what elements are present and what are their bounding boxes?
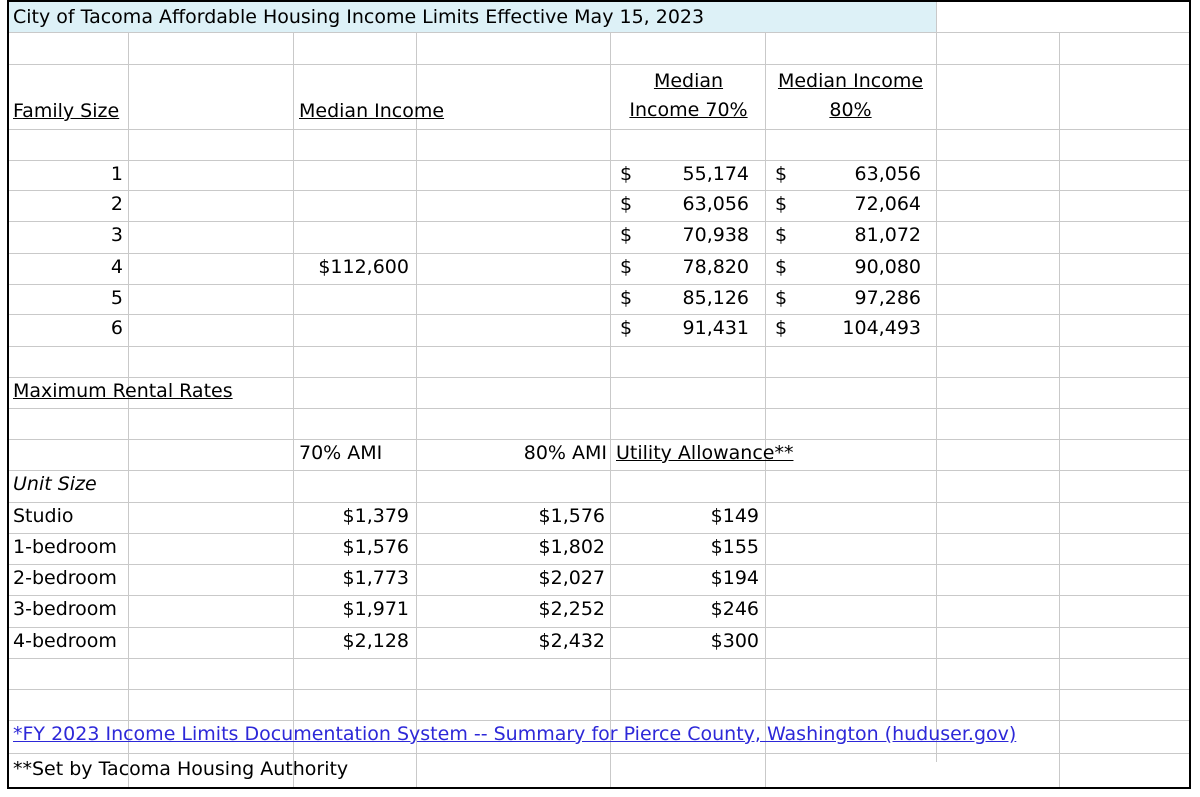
ami70-cell[interactable]: $2,128: [342, 630, 409, 652]
ami80-cell[interactable]: $1,576: [538, 505, 605, 527]
currency-symbol-80[interactable]: $: [775, 287, 788, 309]
gridline-horizontal: [9, 253, 1189, 254]
currency-symbol-70[interactable]: $: [620, 193, 633, 215]
currency-symbol-70[interactable]: $: [620, 317, 633, 339]
ami80-cell[interactable]: $1,802: [538, 536, 605, 558]
utility-cell[interactable]: $149: [710, 505, 759, 527]
gridline-horizontal: [9, 595, 1189, 596]
utility-cell[interactable]: $155: [710, 536, 759, 558]
label-unit-size[interactable]: Unit Size: [13, 473, 97, 495]
unit-size-cell[interactable]: 4-bedroom: [13, 630, 117, 652]
gridline-horizontal: [9, 314, 1189, 315]
currency-symbol-70[interactable]: $: [620, 163, 633, 185]
gridline-horizontal: [9, 408, 1189, 409]
header-median-income[interactable]: Median Income: [299, 100, 445, 122]
utility-cell[interactable]: $300: [710, 630, 759, 652]
footnote-tha[interactable]: **Set by Tacoma Housing Authority: [13, 758, 349, 780]
gridline-horizontal: [9, 160, 1189, 161]
family-size-cell[interactable]: 1: [110, 163, 123, 185]
ami70-cell[interactable]: $1,971: [342, 598, 409, 620]
unit-size-cell[interactable]: 1-bedroom: [13, 536, 117, 558]
gridline-vertical: [128, 32, 129, 789]
gridline-vertical: [416, 32, 417, 789]
gridline-horizontal: [9, 439, 1189, 440]
family-size-cell[interactable]: 4: [110, 256, 123, 278]
gridline-horizontal: [9, 470, 1189, 471]
header-80-ami[interactable]: 80% AMI: [523, 442, 607, 464]
unit-size-cell[interactable]: Studio: [13, 505, 74, 527]
family-size-cell[interactable]: 2: [110, 193, 123, 215]
income-70-cell[interactable]: 78,820: [682, 256, 749, 278]
income-80-cell[interactable]: 63,056: [854, 163, 921, 185]
median-income-value[interactable]: $112,600: [318, 256, 409, 278]
income-80-cell[interactable]: 104,493: [842, 317, 921, 339]
gridline-horizontal: [9, 627, 1189, 628]
currency-symbol-80[interactable]: $: [775, 256, 788, 278]
gridline-horizontal: [9, 658, 1189, 659]
header-median-income-80-line2[interactable]: 80%: [829, 99, 872, 121]
header-family-size[interactable]: Family Size: [13, 100, 120, 122]
gridline-horizontal: [9, 284, 1189, 285]
ami80-cell[interactable]: $2,252: [538, 598, 605, 620]
gridline-vertical: [293, 32, 294, 789]
unit-size-cell[interactable]: 2-bedroom: [13, 567, 117, 589]
income-80-cell[interactable]: 90,080: [854, 256, 921, 278]
currency-symbol-70[interactable]: $: [620, 224, 633, 246]
gridline-horizontal: [9, 190, 1189, 191]
ami80-cell[interactable]: $2,027: [538, 567, 605, 589]
currency-symbol-80[interactable]: $: [775, 193, 788, 215]
income-80-cell[interactable]: 97,286: [854, 287, 921, 309]
gridline-horizontal: [9, 346, 1189, 347]
currency-symbol-70[interactable]: $: [620, 287, 633, 309]
sheet-title[interactable]: City of Tacoma Affordable Housing Income Limits Effective May 15, 2023: [13, 6, 705, 28]
gridline-vertical: [765, 32, 766, 789]
currency-symbol-80[interactable]: $: [775, 317, 788, 339]
gridline-horizontal: [9, 533, 1189, 534]
utility-cell[interactable]: $246: [710, 598, 759, 620]
gridline-horizontal: [9, 129, 1189, 130]
spreadsheet: [7, 0, 1191, 789]
gridline-horizontal: [9, 32, 1189, 33]
huduser-link[interactable]: *FY 2023 Income Limits Documentation System -- Summary for Pierce County, Washington (huduser.gov): [13, 723, 1017, 745]
family-size-cell[interactable]: 6: [110, 317, 123, 339]
gridline-vertical: [936, 2, 937, 762]
ami80-cell[interactable]: $2,432: [538, 630, 605, 652]
income-70-cell[interactable]: 63,056: [682, 193, 749, 215]
gridline-horizontal: [9, 377, 1189, 378]
header-median-income-70-line2[interactable]: Income 70%: [629, 99, 748, 121]
family-size-cell[interactable]: 3: [110, 224, 123, 246]
currency-symbol-70[interactable]: $: [620, 256, 633, 278]
gridline-vertical: [610, 32, 611, 789]
income-70-cell[interactable]: 70,938: [682, 224, 749, 246]
family-size-cell[interactable]: 5: [110, 287, 123, 309]
ami70-cell[interactable]: $1,379: [342, 505, 409, 527]
ami70-cell[interactable]: $1,576: [342, 536, 409, 558]
gridline-horizontal: [9, 221, 1189, 222]
header-median-income-80-line1[interactable]: Median Income: [777, 70, 924, 92]
ami70-cell[interactable]: $1,773: [342, 567, 409, 589]
header-utility-allowance[interactable]: Utility Allowance**: [616, 442, 794, 464]
gridline-vertical: [1059, 32, 1060, 789]
unit-size-cell[interactable]: 3-bedroom: [13, 598, 117, 620]
gridline-horizontal: [9, 720, 1189, 721]
currency-symbol-80[interactable]: $: [775, 163, 788, 185]
income-70-cell[interactable]: 91,431: [682, 317, 749, 339]
income-80-cell[interactable]: 81,072: [854, 224, 921, 246]
gridline-horizontal: [9, 64, 1189, 65]
income-70-cell[interactable]: 85,126: [682, 287, 749, 309]
gridline-horizontal: [9, 502, 1189, 503]
gridline-horizontal: [9, 564, 1189, 565]
income-80-cell[interactable]: 72,064: [854, 193, 921, 215]
utility-cell[interactable]: $194: [710, 567, 759, 589]
income-70-cell[interactable]: 55,174: [682, 163, 749, 185]
currency-symbol-80[interactable]: $: [775, 224, 788, 246]
header-70-ami[interactable]: 70% AMI: [299, 442, 383, 464]
section-maximum-rental-rates[interactable]: Maximum Rental Rates: [13, 380, 233, 402]
gridline-horizontal: [9, 753, 1189, 754]
header-median-income-70-line1[interactable]: Median: [653, 70, 724, 92]
gridline-horizontal: [9, 689, 1189, 690]
